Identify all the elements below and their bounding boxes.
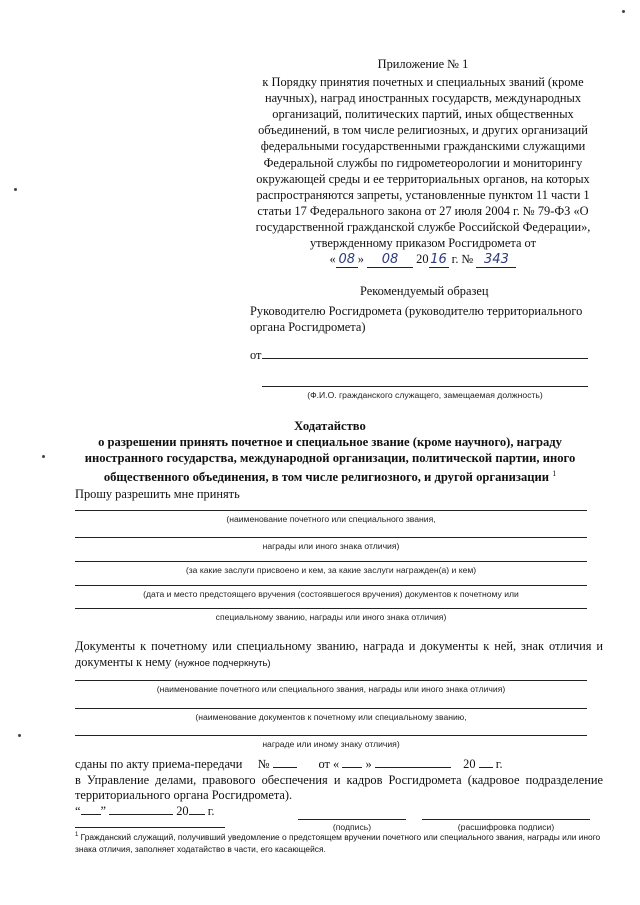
documents-text: Документы к почетному или специальному званию, награда и документы к ней, знак отличия и документы к нему — [75, 639, 603, 669]
footnote-text: Гражданский служащий, получивший уведомление о предстоящем вручении почетного или специального звания, награды или иного знака отличия, заполняет ходатайство в части, его касающейся. — [75, 831, 601, 854]
order-year: 16 — [430, 252, 447, 268]
sign-day-field[interactable] — [81, 814, 101, 815]
from-line-2[interactable] — [262, 386, 588, 387]
order-number: 343 — [476, 253, 516, 268]
scan-speck — [14, 188, 17, 191]
order-day: 08 — [336, 253, 358, 268]
documents-note: (нужное подчеркнуть) — [174, 658, 271, 669]
documents-line[interactable] — [75, 708, 587, 709]
documents-line-2[interactable] — [75, 735, 587, 736]
award-name-line-3[interactable] — [75, 680, 587, 681]
petition-title: Ходатайство — [294, 419, 366, 433]
appendix-body: к Порядку принятия почетных и специальных званий (кроме научных), наград иностранных государств, международных организаций, политических партий, иных общественных объединений, в том числе религиозных, и других организаций федеральными государственными гражданскими служащими Федеральной службы по гидрометеорологии и мониторингу окружающей среды и ее территориальных органов, на которых распространяются запреты, установленные пунктом 11 части 1 статьи 17 Федерального закона от 27 июля 2004 г. № 79-ФЗ «О государственной гражданской службе Российской Федерации», утвержденному приказом Росгидромета от — [255, 75, 591, 251]
caption-merits: (за какие заслуги присвоено и кем, за какие заслуги награжден(а) и кем) — [185, 565, 477, 575]
act-rest: в Управление делами, правового обеспечения и кадров Росгидромета (кадровое подразделение территориального органа Росгидромета). — [75, 772, 603, 803]
signature-caption: (подпись) — [332, 822, 372, 832]
signature-line[interactable] — [298, 819, 406, 820]
decipher-line[interactable] — [422, 819, 590, 820]
act-day-field[interactable] — [342, 767, 362, 768]
ceremony-line[interactable] — [75, 585, 587, 586]
caption-award-name: (наименование почетного или специального звания, — [226, 514, 436, 524]
fio-caption: (Ф.И.О. гражданского служащего, замещаемая должность) — [307, 390, 543, 400]
caption-award-type: награды или иного знака отличия) — [262, 541, 400, 551]
sign-month-field[interactable] — [109, 814, 173, 815]
recommended-sample: Рекомендуемый образец — [360, 284, 489, 298]
scan-speck — [622, 10, 625, 13]
footnote: $^1$ Гражданский служащий, получивший уведомление о предстоящем вручении почетного или специального звания, награды или иного знака отличия, заполняет ходатайство в части, его касающейся. — [75, 831, 601, 854]
act-year-field[interactable] — [479, 767, 493, 768]
ceremony-line-2[interactable] — [75, 608, 587, 609]
appendix-title: Приложение № 1 — [377, 57, 469, 71]
documents-paragraph — [75, 638, 603, 672]
from-line[interactable] — [262, 358, 588, 359]
caption-ceremony-2: специальному званию, награды или иного знака отличия) — [215, 612, 447, 622]
from-label: от — [250, 348, 262, 362]
decipher-caption: (расшифровка подписи) — [457, 822, 555, 832]
scan-speck — [42, 455, 45, 458]
caption-documents-2: награде или иному знаку отличия) — [262, 739, 400, 749]
merits-line[interactable] — [75, 561, 587, 562]
footnote-rule — [75, 827, 225, 828]
act-line-1: сданы по акту приема-передачи № от « » 20 г. — [75, 757, 503, 771]
caption-documents: (наименование документов к почетному или специальному званию, — [195, 712, 467, 722]
appendix-block — [244, 56, 602, 268]
act-number-field[interactable] — [273, 767, 297, 768]
order-date-line: « 08 » 08 20 16 г. № 343 — [330, 251, 517, 268]
caption-ceremony: (дата и место предстоящего вручения (состоявшегося вручения) документов к почетному или — [143, 589, 519, 599]
sign-year-field[interactable] — [189, 814, 205, 815]
petition-heading: Ходатайство о разрешении принять почетное и специальное звание (кроме научного), награду иностранного государства, международной организации, политической партии, иного общественного объединения, в том числе религиозного, и другой организации $^1$ — [60, 418, 600, 485]
award-name-line-2[interactable] — [75, 537, 587, 538]
addressee: Руководителю Росгидромета (руководителю территориального органа Росгидромета) — [250, 304, 583, 334]
scan-speck — [18, 734, 21, 737]
caption-award-full: (наименование почетного или специального звания, награды или иного знака отличия) — [156, 684, 506, 694]
petition-subject: о разрешении принять почетное и специальное звание (кроме научного), награду иностранного государства, международной организации, политической партии, иного общественного объединения, в том числе религиозного, и другой организации — [84, 435, 576, 485]
signature-date-line: “ ” 20 г. — [75, 803, 215, 818]
award-name-line[interactable] — [75, 510, 587, 511]
order-month: 08 — [367, 253, 413, 268]
act-paragraph — [75, 757, 603, 819]
act-month-field[interactable] — [375, 767, 451, 768]
request-text: Прошу разрешить мне принять — [75, 487, 240, 501]
